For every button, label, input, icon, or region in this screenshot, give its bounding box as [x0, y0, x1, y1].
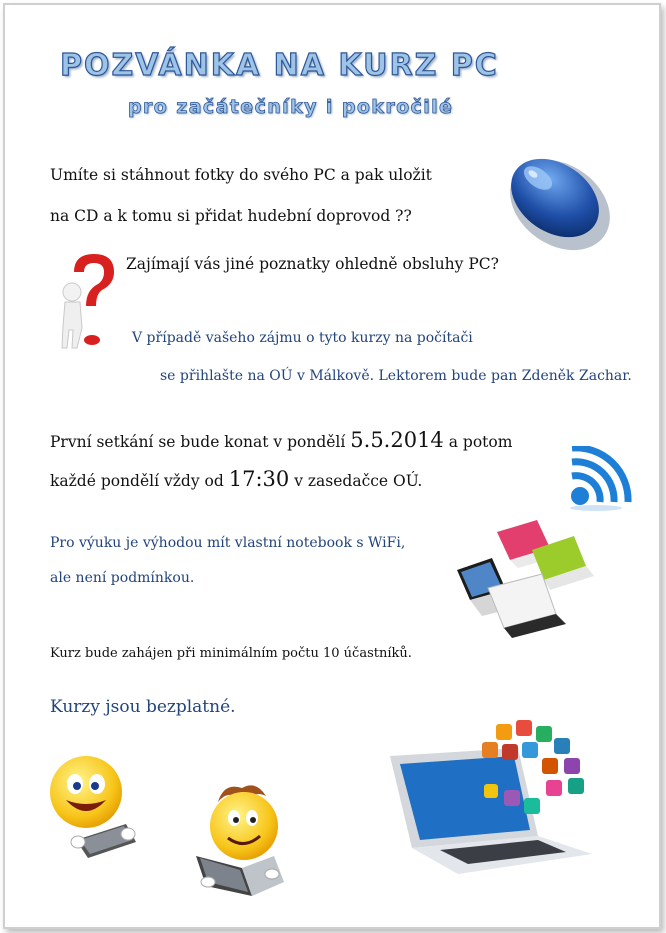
- laptop-with-app-icons-icon: [388, 718, 594, 878]
- first-meeting-line: [50, 428, 512, 452]
- every-monday-text: každé pondělí vždy od: [50, 472, 224, 490]
- first-meeting-text-end: a potom: [448, 433, 513, 451]
- notebook-line-2: ale není podmínkou.: [50, 570, 195, 586]
- smiley-with-laptop-icon: [48, 754, 140, 862]
- question-mark-figure-icon: [52, 250, 122, 354]
- colorful-laptops-icon: [452, 520, 602, 638]
- first-meeting-text: První setkání se bude konat v pondělí: [50, 433, 346, 451]
- free-courses-line: Kurzy jsou bezplatné.: [50, 697, 236, 717]
- every-monday-line: [50, 467, 422, 491]
- interest-line-2: se přihlašte na OÚ v Málkově. Lektorem bude pan Zdeněk Zachar.: [160, 368, 632, 384]
- meeting-time: 17:30: [228, 467, 290, 491]
- smiley-with-laptop-icon: [194, 782, 294, 902]
- interest-line-1: V případě vašeho zájmu o tyto kurzy na počítači: [132, 330, 473, 346]
- invitation-subtitle: pro začátečníky i pokročilé: [128, 96, 454, 118]
- computer-mouse-icon: [500, 150, 618, 254]
- invitation-title: POZVÁNKA NA KURZ PC: [60, 48, 499, 83]
- first-meeting-date: 5.5.2014: [350, 428, 444, 452]
- every-monday-place: v zasedačce OÚ.: [294, 472, 423, 490]
- question-line-1: Umíte si stáhnout fotky do svého PC a pak uložit: [50, 166, 432, 184]
- notebook-line-1: Pro výuku je výhodou mít vlastní notebook s WiFi,: [50, 535, 406, 551]
- wifi-icon: [566, 446, 638, 512]
- minimum-participants-line: Kurz bude zahájen při minimálním počtu 10 účastníků.: [50, 646, 412, 661]
- question-line-3: Zajímají vás jiné poznatky ohledně obsluhy PC?: [126, 255, 499, 273]
- question-line-2: na CD a k tomu si přidat hudební doprovod ??: [50, 207, 412, 225]
